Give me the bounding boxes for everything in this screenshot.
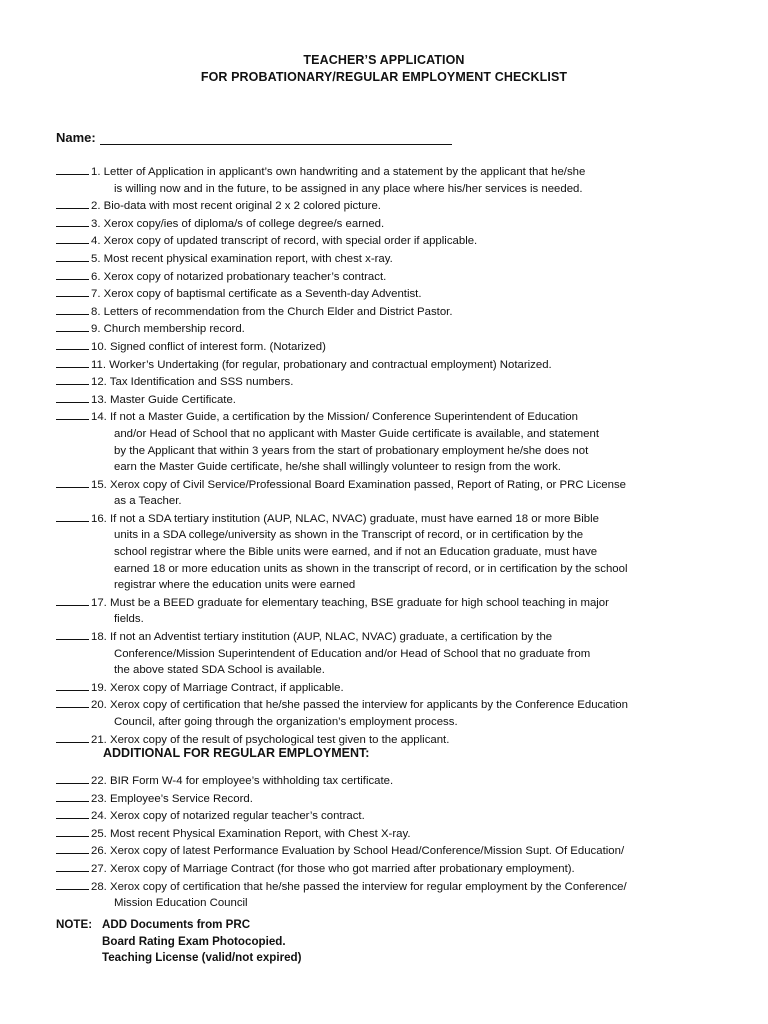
check-blank[interactable]: [56, 285, 89, 297]
checklist-item-continued: [56, 544, 736, 561]
checklist-item-continued: [56, 493, 736, 510]
checklist-item-continued: [56, 561, 736, 578]
checklist-item-continued: [56, 662, 736, 679]
checklist-item: [56, 320, 736, 338]
check-blank[interactable]: [56, 303, 89, 315]
checklist-item-text: earned 18 or more education units as shown in the transcript of record, or in certification by the school: [114, 562, 628, 575]
checklist-item-text: 3. Xerox copy/ies of diploma/s of college degree/s earned.: [91, 217, 385, 230]
check-blank[interactable]: [56, 250, 89, 262]
checklist-item-continued: [56, 527, 736, 544]
checklist-item: [56, 197, 736, 215]
check-blank[interactable]: [56, 878, 89, 890]
checklist-item: [56, 373, 736, 391]
checklist-item-text: 5. Most recent physical examination report, with chest x-ray.: [91, 252, 393, 265]
checklist-item-text: Conference/Mission Superintendent of Education and/or Head of School that no graduate from: [114, 647, 591, 660]
check-blank[interactable]: [56, 825, 89, 837]
check-blank[interactable]: [56, 320, 89, 332]
checklist-item-text: units in a SDA college/university as shown in the Transcript of record, or in certification by the: [114, 529, 584, 542]
check-blank[interactable]: [56, 268, 89, 280]
checklist-item: [56, 790, 736, 808]
note-line: Teaching License (valid/not expired): [102, 951, 302, 965]
check-blank[interactable]: [56, 696, 89, 708]
checklist-item-text: 10. Signed conflict of interest form. (Notarized): [91, 340, 326, 353]
name-field-row: [56, 130, 452, 145]
check-blank[interactable]: [56, 356, 89, 368]
section-title-regular: ADDITIONAL FOR REGULAR EMPLOYMENT:: [103, 746, 370, 760]
checklist-item-text: 2. Bio-data with most recent original 2 x 2 colored picture.: [91, 200, 381, 213]
check-blank[interactable]: [56, 391, 89, 403]
checklist-item: [56, 163, 736, 181]
name-blank-line[interactable]: [100, 131, 452, 145]
note-line: ADD Documents from PRC: [102, 918, 251, 931]
check-blank[interactable]: [56, 790, 89, 802]
check-blank[interactable]: [56, 338, 89, 350]
checklist-item-continued: [56, 895, 736, 912]
checklist-item-continued: [56, 181, 736, 198]
checklist-item: [56, 860, 736, 878]
checklist-item-text: and/or Head of School that no applicant with Master Guide certificate is available, and statement: [114, 427, 600, 440]
checklist-item: [56, 338, 736, 356]
checklist-item-text: registrar where the education units were earned: [114, 579, 356, 592]
checklist-item: [56, 807, 736, 825]
checklist-item-text: 11. Worker’s Undertaking (for regular, probationary and contractual employment) Notarized.: [91, 358, 552, 371]
checklist-item: [56, 772, 736, 790]
checklist-item-continued: [56, 443, 736, 460]
checklist-item-text: 25. Most recent Physical Examination Report, with Chest X-ray.: [91, 827, 411, 840]
checklist-item-continued: [56, 611, 736, 628]
checklist-item-text: 24. Xerox copy of notarized regular teacher’s contract.: [91, 810, 365, 823]
checklist-item: [56, 268, 736, 286]
checklist-item-text: Mission Education Council: [114, 897, 248, 910]
checklist-item-continued: [56, 459, 736, 476]
checklist-regular: [56, 772, 736, 912]
checklist-item-text: 21. Xerox copy of the result of psychological test given to the applicant.: [91, 733, 450, 746]
checklist-item: [56, 825, 736, 843]
checklist-item: [56, 679, 736, 697]
checklist-item: [56, 842, 736, 860]
checklist-item-text: earn the Master Guide certificate, he/she shall willingly volunteer to resign from the work.: [114, 461, 561, 474]
checklist-item-text: by the Applicant that within 3 years from the start of probationary employment he/she does not: [114, 444, 589, 457]
check-blank[interactable]: [56, 408, 89, 420]
note-block: [56, 917, 302, 967]
checklist-item-text: school registrar where the Bible units were earned, and if not an Education graduate, must have: [114, 546, 598, 559]
check-blank[interactable]: [56, 731, 89, 743]
checklist-item-continued: [56, 714, 736, 731]
checklist-item-text: 15. Xerox copy of Civil Service/Professional Board Examination passed, Report of Rating, or PRC License: [91, 478, 626, 491]
checklist-item-continued: [56, 646, 736, 663]
name-label: Name:: [56, 130, 96, 145]
check-blank[interactable]: [56, 628, 89, 640]
check-blank[interactable]: [56, 232, 89, 244]
checklist-item-text: as a Teacher.: [114, 495, 182, 508]
check-blank[interactable]: [56, 215, 89, 227]
check-blank[interactable]: [56, 373, 89, 385]
check-blank[interactable]: [56, 842, 89, 854]
check-blank[interactable]: [56, 476, 89, 488]
checklist-item-text: 18. If not an Adventist tertiary institution (AUP, NLAC, NVAC) graduate, a certification by the: [91, 631, 553, 644]
checklist-item: [56, 356, 736, 374]
checklist-item-text: 9. Church membership record.: [91, 323, 245, 336]
checklist-item-text: 7. Xerox copy of baptismal certificate as a Seventh-day Adventist.: [91, 288, 422, 301]
checklist-item: [56, 391, 736, 409]
checklist-item: [56, 232, 736, 250]
checklist-item-text: 17. Must be a BEED graduate for elementary teaching, BSE graduate for high school teaching in major: [91, 596, 609, 609]
checklist-item-continued: [56, 426, 736, 443]
checklist-item-continued: [56, 577, 736, 594]
checklist-item-text: 13. Master Guide Certificate.: [91, 393, 236, 406]
checklist-item-text: 4. Xerox copy of updated transcript of record, with special order if applicable.: [91, 235, 478, 248]
checklist-item: [56, 215, 736, 233]
checklist-item-text: 26. Xerox copy of latest Performance Evaluation by School Head/Conference/Mission Supt. Of Education/: [91, 845, 625, 858]
checklist-item-text: 28. Xerox copy of certification that he/she passed the interview for regular employment by the Conference/: [91, 880, 627, 893]
checklist-item-text: 8. Letters of recommendation from the Church Elder and District Pastor.: [91, 305, 453, 318]
note-line: Board Rating Exam Photocopied.: [102, 934, 286, 948]
checklist-item-text: 6. Xerox copy of notarized probationary teacher’s contract.: [91, 270, 387, 283]
check-blank[interactable]: [56, 807, 89, 819]
checklist-item-text: 1. Letter of Application in applicant’s own handwriting and a statement by the applicant that he/she: [91, 166, 586, 178]
checklist-item: [56, 628, 736, 646]
check-blank[interactable]: [56, 594, 89, 606]
check-blank[interactable]: [56, 860, 89, 872]
checklist-item: [56, 594, 736, 612]
checklist-item-text: fields.: [114, 613, 144, 626]
checklist-item-text: 16. If not a SDA tertiary institution (AUP, NLAC, NVAC) graduate, must have earned 18 or more Bible: [91, 512, 599, 525]
checklist-item-text: 27. Xerox copy of Marriage Contract (for those who got married after probationary employment).: [91, 862, 575, 875]
document-title: TEACHER’S APPLICATION: [303, 53, 465, 67]
check-blank[interactable]: [56, 510, 89, 522]
checklist-item: [56, 408, 736, 426]
checklist-item: [56, 285, 736, 303]
note-label: NOTE:: [56, 918, 93, 931]
document-subtitle: FOR PROBATIONARY/REGULAR EMPLOYMENT CHECKLIST: [200, 70, 568, 84]
checklist-item: [56, 696, 736, 714]
checklist-item: [56, 476, 736, 494]
checklist-item: [56, 250, 736, 268]
checklist-item-text: is willing now and in the future, to be assigned in any place where his/her services is needed.: [114, 182, 583, 195]
checklist-item-text: 23. Employee’s Service Record.: [91, 792, 253, 805]
checklist-item-text: 20. Xerox copy of certification that he/she passed the interview for applicants by the Conference Education: [91, 699, 628, 712]
check-blank[interactable]: [56, 163, 89, 175]
checklist-item: [56, 303, 736, 321]
checklist: [56, 163, 736, 748]
check-blank[interactable]: [56, 679, 89, 691]
checklist-item-text: 22. BIR Form W-4 for employee’s withholding tax certificate.: [91, 775, 394, 787]
checklist-item: [56, 878, 736, 896]
checklist-item-text: 19. Xerox copy of Marriage Contract, if applicable.: [91, 681, 344, 694]
checklist-item-text: 14. If not a Master Guide, a certification by the Mission/ Conference Superintendent of Education: [91, 411, 578, 424]
checklist-item-text: 12. Tax Identification and SSS numbers.: [91, 376, 294, 389]
checklist-item: [56, 510, 736, 528]
check-blank[interactable]: [56, 197, 89, 209]
checklist-item-text: Council, after going through the organization’s employment process.: [114, 716, 458, 728]
checklist-item-text: the above stated SDA School is available.: [114, 664, 325, 677]
check-blank[interactable]: [56, 772, 89, 784]
